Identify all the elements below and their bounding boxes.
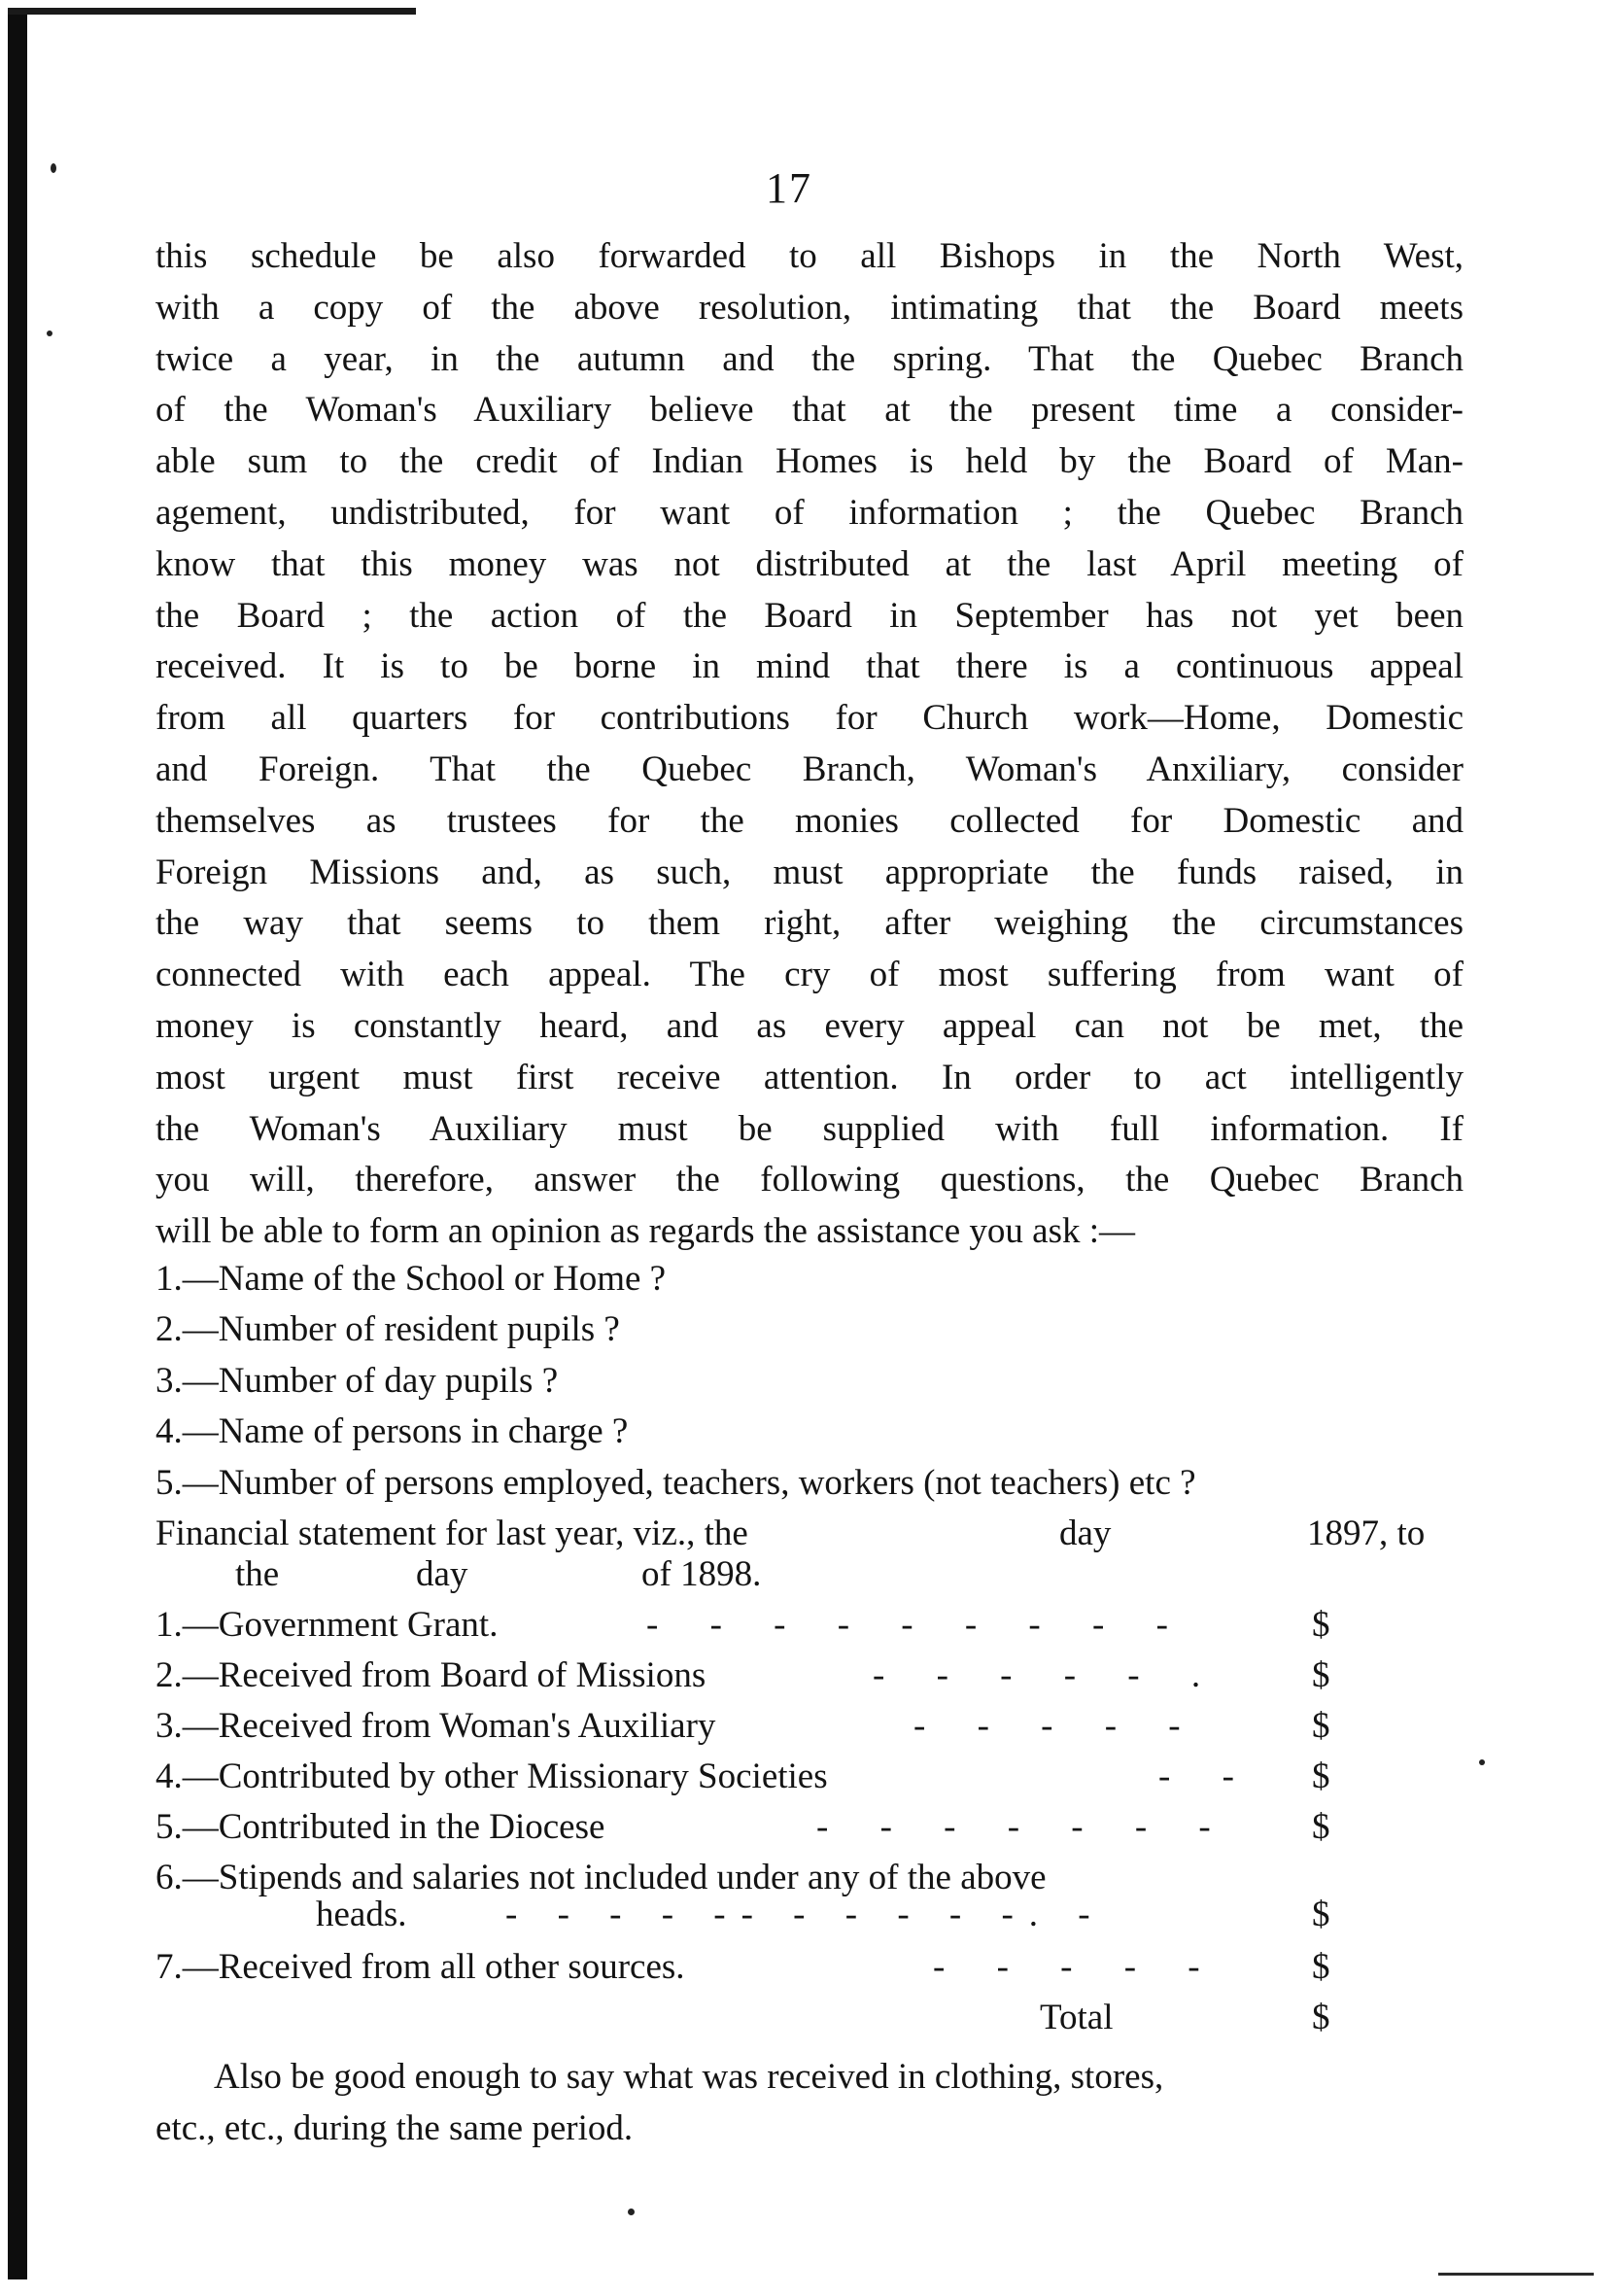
financial-statement-text: Financial statement for last year, viz., the: [155, 1513, 748, 1553]
dot-leader: - - - - - - - - -: [646, 1605, 1189, 1645]
financial-item-label: 6.—Stipends and salaries not included under any of the above: [155, 1858, 1047, 1897]
paragraph-line: from all quarters for contributions for Church work—Home, Domestic: [155, 698, 1464, 739]
total-currency-sign: $: [1312, 1998, 1330, 2037]
dot-leader: - - - - -: [913, 1706, 1202, 1746]
financial-item-label: 1.—Government Grant.: [155, 1605, 499, 1645]
financial-item-continuation: heads.: [316, 1895, 407, 1934]
currency-sign: $: [1312, 1807, 1330, 1847]
paragraph-line: and Foreign. That the Quebec Branch, Woman's Anxiliary, consider: [155, 748, 1464, 789]
financial-item-label: 7.—Received from all other sources.: [155, 1947, 685, 1987]
paragraph-line: will be able to form an opinion as regards the assistance you ask :—: [155, 1211, 1135, 1252]
question-item: 5.—Number of persons employed, teachers, workers (not teachers) etc ?: [155, 1463, 1196, 1503]
financial-item-label: 2.—Received from Board of Missions: [155, 1655, 706, 1695]
paragraph-line: agement, undistributed, for want of information ; the Quebec Branch: [155, 492, 1464, 533]
financial-statement-year: of 1898.: [641, 1554, 762, 1594]
dot-leader: - - - - -- - - - - -. -: [505, 1895, 1106, 1934]
financial-item-label: 4.—Contributed by other Missionary Societies: [155, 1757, 828, 1796]
paragraph-line: the Woman's Auxiliary must be supplied with full information. If: [155, 1108, 1464, 1149]
paragraph-line: this schedule be also forwarded to all Bishops in the North West,: [155, 236, 1464, 276]
closing-line: Also be good enough to say what was received in clothing, stores,: [214, 2057, 1164, 2097]
scan-speck: [1479, 1759, 1485, 1765]
financial-item-label: 3.—Received from Woman's Auxiliary: [155, 1706, 716, 1746]
paragraph-line: with a copy of the above resolution, intimating that the Board meets: [155, 287, 1464, 328]
question-item: 2.—Number of resident pupils ?: [155, 1309, 620, 1349]
currency-sign: $: [1312, 1706, 1330, 1746]
currency-sign: $: [1312, 1757, 1330, 1796]
closing-paragraph: [155, 2051, 1464, 2154]
paragraph-line: you will, therefore, answer the following questions, the Quebec Branch: [155, 1160, 1464, 1200]
paragraph-line: Foreign Missions and, as such, must appropriate the funds raised, in: [155, 852, 1464, 892]
closing-line: etc., etc., during the same period.: [155, 2108, 634, 2148]
question-item: 1.—Name of the School or Home ?: [155, 1259, 667, 1299]
dot-leader: - - - - -: [933, 1947, 1222, 1987]
top-rule: [8, 8, 416, 15]
paragraph-line: of the Woman's Auxiliary believe that at the present time a consider-: [155, 390, 1464, 431]
question-item: 3.—Number of day pupils ?: [155, 1361, 559, 1401]
financial-item-label: 5.—Contributed in the Diocese: [155, 1807, 605, 1847]
page-binding-edge: [8, 10, 27, 2279]
paragraph-line: themselves as trustees for the monies collected for Domestic and: [155, 800, 1464, 841]
financial-statement-blank-day: day: [1059, 1513, 1112, 1553]
currency-sign: $: [1312, 1947, 1330, 1987]
paragraph-line: the way that seems to them right, after weighing the circumstances: [155, 903, 1464, 944]
paragraph-line: know that this money was not distributed at the last April meeting of: [155, 543, 1464, 584]
dot-leader: - -: [1158, 1757, 1256, 1796]
dot-leader: - - - - - - -: [816, 1807, 1232, 1847]
paragraph-line: connected with each appeal. The cry of most suffering from want of: [155, 955, 1464, 995]
total-label: Total: [1040, 1998, 1114, 2037]
scan-speck: [51, 163, 56, 173]
paragraph-line: money is constantly heard, and as every appeal can not be met, the: [155, 1005, 1464, 1046]
financial-statement-text: the: [235, 1554, 280, 1594]
bottom-rule: [1438, 2273, 1594, 2276]
financial-statement-year: 1897, to: [1307, 1513, 1426, 1553]
currency-sign: $: [1312, 1655, 1330, 1695]
paragraph-line: able sum to the credit of Indian Homes is held by the Board of Man-: [155, 441, 1464, 482]
currency-sign: $: [1312, 1605, 1330, 1645]
paragraph-line: most urgent must first receive attention. In order to act intelligently: [155, 1057, 1464, 1097]
scan-speck: [628, 2209, 635, 2215]
scan-speck: [47, 330, 52, 336]
dot-leader: - - - - - .: [873, 1655, 1223, 1695]
page-number: 17: [766, 164, 812, 212]
question-item: 4.—Name of persons in charge ?: [155, 1411, 629, 1451]
paragraph-line: twice a year, in the autumn and the spring. That the Quebec Branch: [155, 338, 1464, 379]
paragraph-line: received. It is to be borne in mind that there is a continuous appeal: [155, 646, 1464, 687]
paragraph-line: the Board ; the action of the Board in September has not yet been: [155, 595, 1464, 636]
currency-sign: $: [1312, 1895, 1330, 1934]
main-paragraph: [155, 231, 1464, 1258]
financial-statement-blank-day: day: [416, 1554, 468, 1594]
